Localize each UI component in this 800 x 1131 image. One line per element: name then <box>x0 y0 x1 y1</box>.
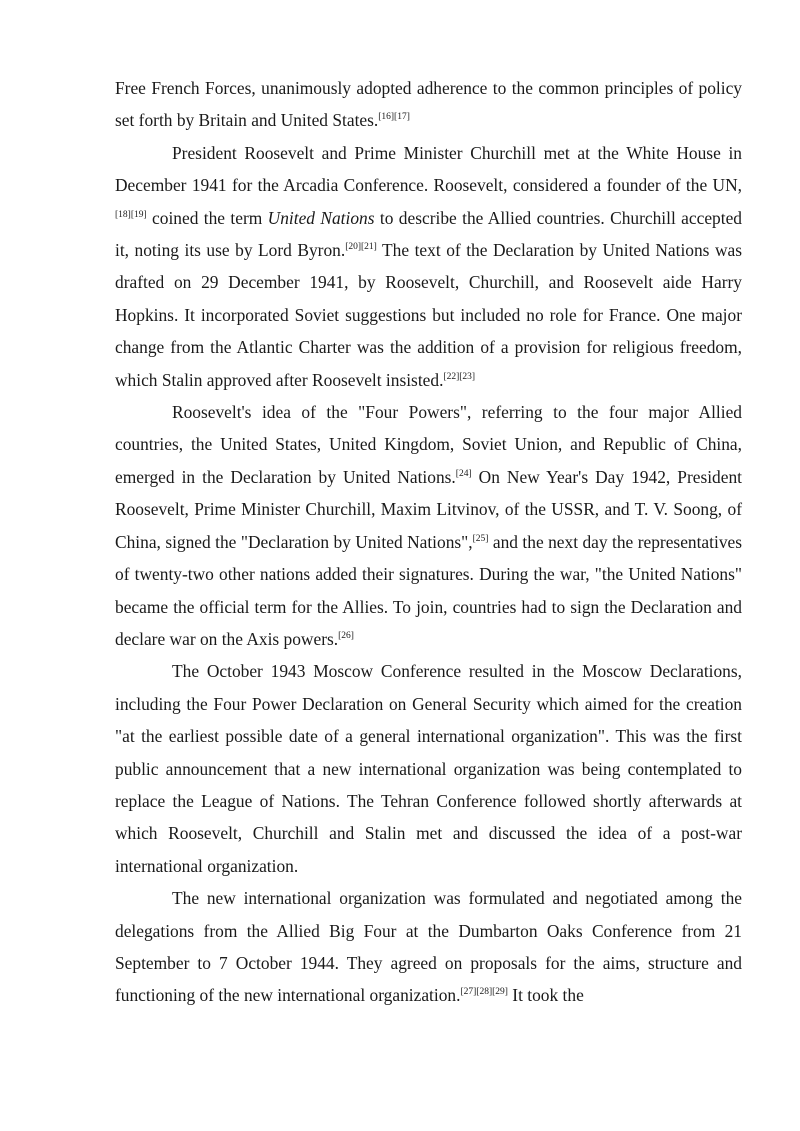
body-text: The text of the Declaration by United Nations was drafted on 29 December 1941, by Roosevelt, Churchill, and Roosevelt aide Harry Hopkins. It incorporated Soviet suggestions but included no role for France. One major change from the Atlantic Charter was the addition of a provision for religious freedom, which Stalin approved after Roosevelt insisted. <box>115 240 742 390</box>
paragraph-dumbarton-oaks <box>115 882 742 1012</box>
document-page <box>115 72 742 1012</box>
paragraph-continuation <box>115 72 742 137</box>
body-text: The new international organization was formulated and negotiated among the delegations from the Allied Big Four at the Dumbarton Oaks Conference from 21 September to 7 October 1944. They agreed on proposals for the aims, structure and functioning of the new international organization. <box>115 888 742 1006</box>
body-text: Roosevelt's idea of the "Four Powers", referring to the four major Allied countries, the United States, United Kingdom, Soviet Union, and Republic of China, emerged in the Declaration by United Nations. <box>115 402 742 487</box>
citation-ref[interactable]: [24] <box>455 468 472 479</box>
emphasis-text: United Nations <box>267 207 375 228</box>
body-text: Free French Forces, unanimously adopted adherence to the common principles of policy set forth by Britain and United States. <box>115 78 742 131</box>
citation-ref[interactable]: [18][19] <box>115 209 147 220</box>
citation-ref[interactable]: [25] <box>472 533 489 544</box>
body-text: On New Year's Day 1942, President Roosevelt, Prime Minister Churchill, Maxim Litvinov, of the USSR, and T. V. Soong, of China, signed the "Declaration by United Nations", <box>115 466 742 552</box>
body-text: to describe the Allied countries. Churchill accepted it, noting its use by Lord Byron. <box>115 207 742 261</box>
paragraph-four-powers <box>115 396 742 655</box>
paragraph-arcadia-conference <box>115 137 742 396</box>
body-text: The October 1943 Moscow Conference resulted in the Moscow Declarations, including the Four Power Declaration on General Security which aimed for the creation "at the earliest possible date of a general international organization". This was the first public announcement that a new international organization was being contemplated to replace the League of Nations. The Tehran Conference followed shortly afterwards at which Roosevelt, Churchill and Stalin met and discussed the idea of a post-war international organization. <box>115 661 742 876</box>
body-text: coined the term <box>146 207 268 228</box>
citation-ref[interactable]: [27][28][29] <box>460 987 508 998</box>
body-text: It took the <box>507 985 584 1006</box>
citation-ref[interactable]: [26] <box>338 630 354 641</box>
citation-ref[interactable]: [22][23] <box>443 371 476 382</box>
body-text: President Roosevelt and Prime Minister Churchill met at the White House in December 1941 for the Arcadia Conference. Roosevelt, considered a founder of the UN, <box>115 142 742 196</box>
body-text: and the next day the representatives of twenty-two other nations added their signatures. During the war, "the United Nations" became the official term for the Allies. To join, countries had to sign the Declaration and declare war on the Axis powers. <box>115 531 742 649</box>
paragraph-moscow-conference <box>115 655 742 882</box>
citation-ref[interactable]: [20][21] <box>345 242 377 253</box>
citation-ref[interactable]: [16][17] <box>378 112 410 123</box>
